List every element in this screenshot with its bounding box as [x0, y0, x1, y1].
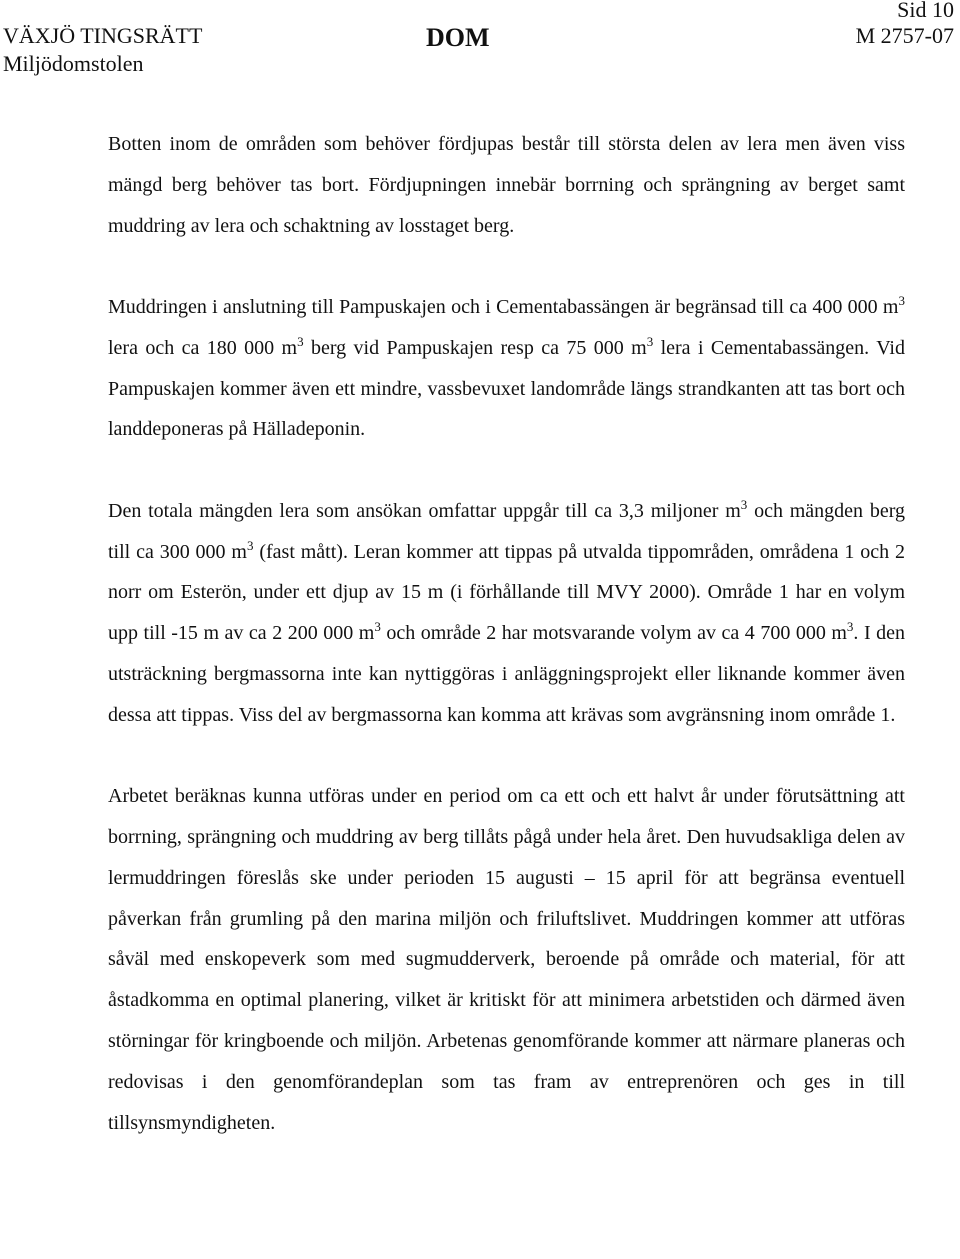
paragraph-1: Botten inom de områden som behöver fördjupas består till största delen av lera men även viss mängd berg behöver tas bort. Fördjupningen innebär borrning och sprängning av berget samt muddring av lera och schaktning av losstaget berg. [108, 133, 905, 237]
paragraph-2-text-b: lera och ca 180 000 m [108, 336, 298, 359]
paragraph-3-text-b: och mängden berg till ca 300 000 m [108, 499, 905, 563]
paragraph-3 [108, 491, 905, 736]
paragraph-3-text-c: (fast mått). Leran kommer att tippas på utvalda tippområden, områdena 1 och 2 norr om Esterön, under ett djup av 15 m (i förhållande till MVY 2000). Område 1 har en volym upp till -15 m av ca 2 200 000 m [108, 540, 905, 645]
court-name: VÄXJÖ TINGSRÄTT [3, 23, 203, 48]
superscript: 3 [898, 292, 905, 308]
superscript: 3 [740, 496, 748, 512]
paragraph-2 [108, 287, 905, 450]
department-name: Miljödomstolen [3, 51, 144, 76]
document-type: DOM [426, 23, 490, 52]
paragraph-4: Arbetet beräknas kunna utföras under en period om ca ett och ett halvt år under förutsättning att borrning, sprängning och muddring av berg tillåts pågå under hela året. Den huvudsakliga delen av lermuddringen föreslås ske under perioden 15 augusti – 15 april för att begränsa eventuell påverkan från grumling på den marina miljön och friluftslivet. Muddringen kommer att utföras såväl med enskopeverk som med sugmudderverk, beroende på område och material, för att åstadkomma en optimal planering, vilket är kritiskt för att minimera arbetstiden och därmed även störningar för kringboende och miljön. Arbetenas genomförande kommer att närmare planeras och redovisas i den genomförandeplan som tas fram av entreprenören och ges in till tillsynsmyndigheten. [108, 785, 905, 1134]
superscript: 3 [297, 333, 304, 349]
superscript: 3 [374, 619, 381, 635]
superscript: 3 [246, 537, 254, 553]
paragraph-2-text-c: berg vid Pampuskajen resp ca 75 000 m [303, 336, 647, 359]
paragraph-3-text-e: . I den utsträckning bergmassorna inte kan nyttiggöras i anläggningsprojekt eller liknande kommer även dessa att tippas. Viss del av bergmassorna kan komma att krävas som avgränsning inom område 1. [108, 622, 905, 726]
paragraph-2-text-a: Muddringen i anslutning till Pampuskajen och i Cementabassängen är begränsad till ca 400 000 m [108, 295, 899, 318]
case-number: M 2757-07 [855, 23, 954, 48]
superscript: 3 [846, 619, 854, 635]
paragraph-2-text-d: lera i Cementabassängen. Vid Pampuskajen kommer även ett mindre, vassbevuxet landområde längs strandkanten att tas bort och landdeponeras på Hälladeponin. [108, 336, 905, 441]
paragraph-3-text-a: Den totala mängden lera som ansökan omfattar uppgår till ca 3,3 miljoner m [108, 499, 741, 522]
page-number: Sid 10 [897, 0, 954, 22]
superscript: 3 [646, 333, 654, 349]
document-body [108, 124, 905, 1143]
paragraph-3-text-d: och område 2 har motsvarande volym av ca 4 700 000 m [380, 622, 847, 645]
